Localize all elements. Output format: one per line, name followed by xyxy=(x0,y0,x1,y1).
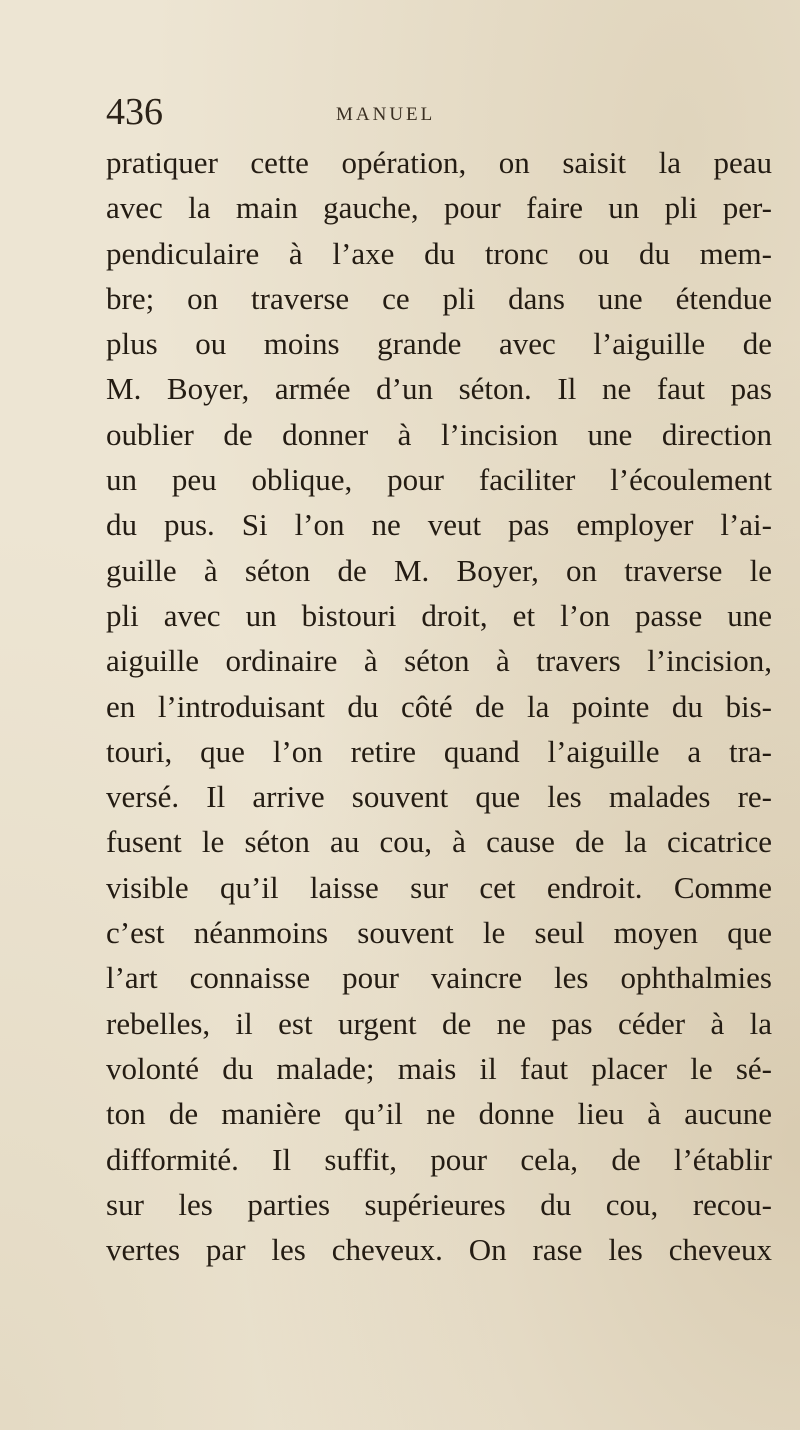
page-number: 436 xyxy=(106,91,163,133)
text-line: avec la main gauche, pour faire un pli per- xyxy=(106,190,772,226)
text-line: touri, que l’on retire quand l’aiguille a tra- xyxy=(106,733,772,769)
text-line: sur les parties supérieures du cou, recou- xyxy=(106,1186,772,1222)
text-line: vertes par les cheveux. On rase les cheveux xyxy=(106,1232,772,1268)
text-line: pendiculaire à l’axe du tronc ou du mem- xyxy=(106,235,772,271)
text-line: un peu oblique, pour faciliter l’écoulement xyxy=(106,462,772,498)
text-line: oublier de donner à l’incision une direction xyxy=(106,416,772,452)
body-text xyxy=(106,140,772,1272)
text-line: c’est néanmoins souvent le seul moyen que xyxy=(106,915,772,951)
text-line: visible qu’il laisse sur cet endroit. Comme xyxy=(106,869,772,905)
text-line: difformité. Il suffit, pour cela, de l’établir xyxy=(106,1141,772,1177)
text-line: ton de manière qu’il ne donne lieu à aucune xyxy=(106,1096,772,1132)
text-line: rebelles, il est urgent de ne pas céder à la xyxy=(106,1005,772,1041)
text-line: fusent le séton au cou, à cause de la cicatrice xyxy=(106,824,772,860)
text-line: M. Boyer, armée d’un séton. Il ne faut pas xyxy=(106,371,772,407)
text-line: bre; on traverse ce pli dans une étendue xyxy=(106,280,772,316)
text-line: plus ou moins grande avec l’aiguille de xyxy=(106,326,772,362)
text-line: aiguille ordinaire à séton à travers l’incision, xyxy=(106,643,772,679)
text-line: du pus. Si l’on ne veut pas employer l’ai- xyxy=(106,507,772,543)
text-line: l’art connaisse pour vaincre les ophthalmies xyxy=(106,960,772,996)
text-line: pli avec un bistouri droit, et l’on passe une xyxy=(106,597,772,633)
page-header xyxy=(106,88,766,136)
text-line: en l’introduisant du côté de la pointe du bis- xyxy=(106,688,772,724)
text-line: guille à séton de M. Boyer, on traverse le xyxy=(106,552,772,588)
text-line: pratiquer cette opération, on saisit la peau xyxy=(106,145,772,180)
text-line: volonté du malade; mais il faut placer le sé- xyxy=(106,1050,772,1086)
text-line: versé. Il arrive souvent que les malades re- xyxy=(106,779,772,815)
running-head: MANUEL xyxy=(336,104,436,125)
